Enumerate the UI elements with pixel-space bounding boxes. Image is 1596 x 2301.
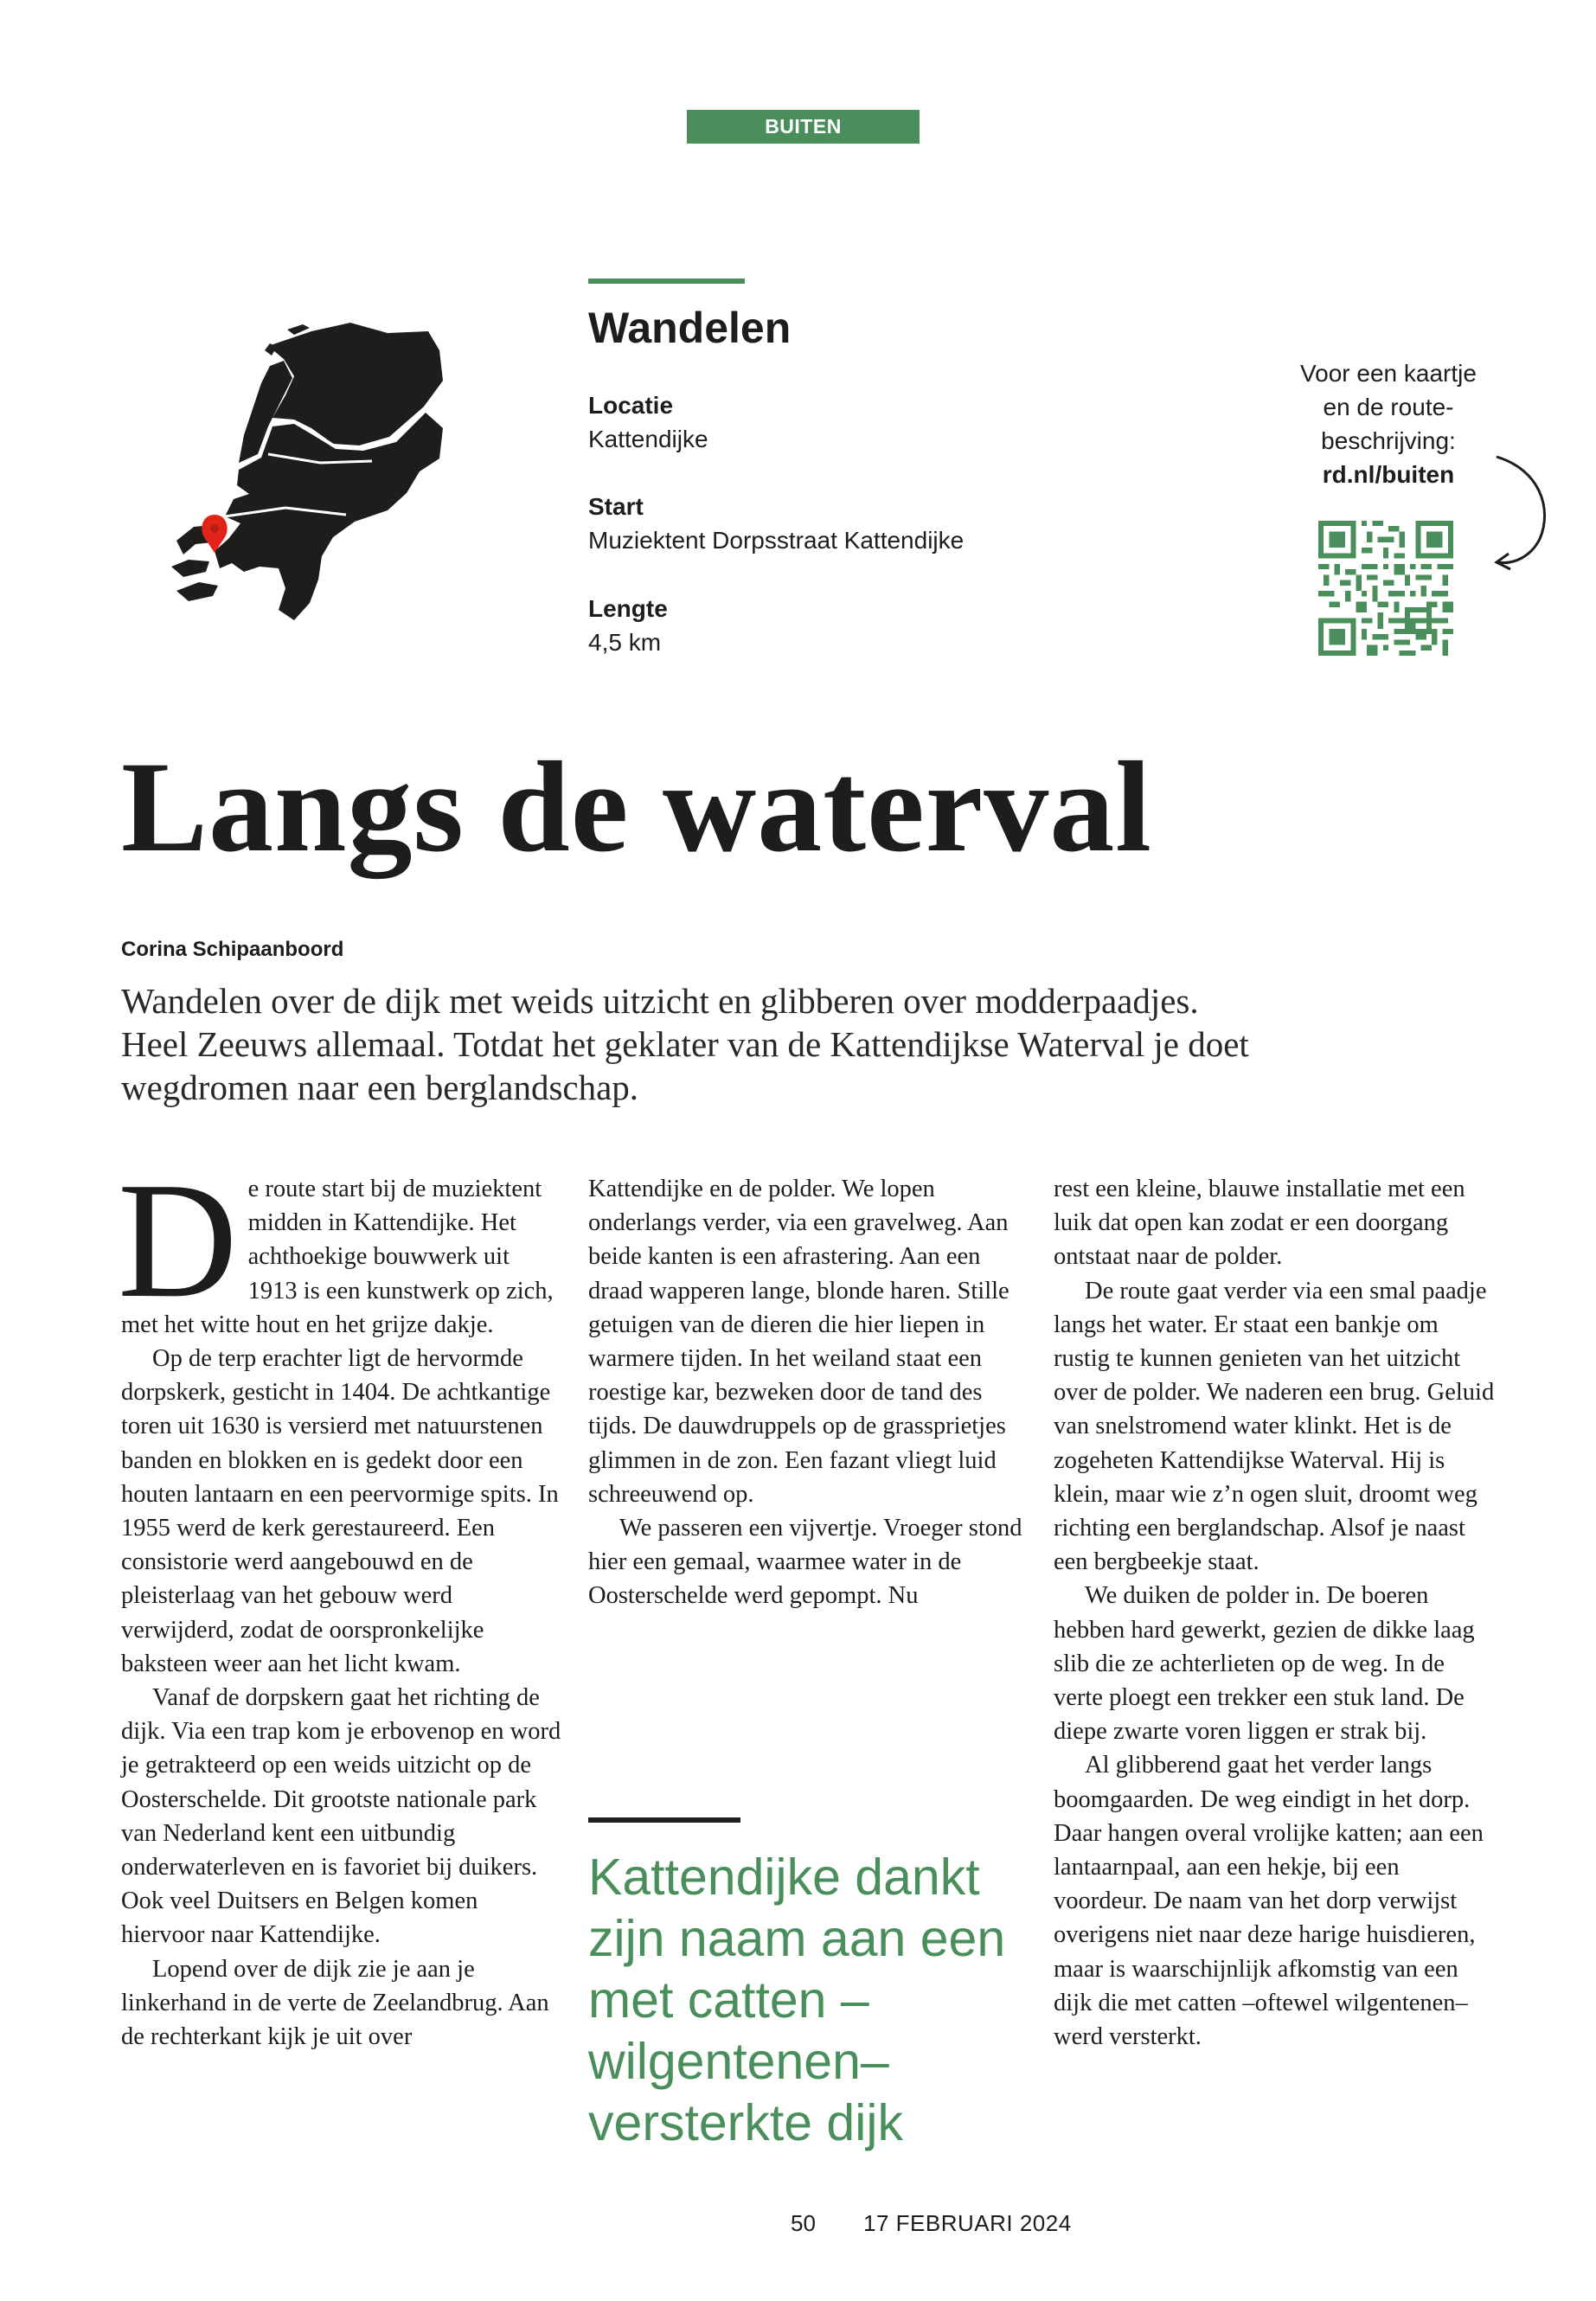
article-column-1: [118, 1148, 562, 2054]
qr-caption-line1: Voor een kaartje: [1300, 360, 1477, 387]
curved-arrow-icon: [1479, 448, 1566, 578]
start-value: Muziektent Dorpsstraat Kattendijke: [588, 527, 965, 554]
paragraph: rest een kleine, blauwe installatie met een luik dat open kan zodat er een doorgang ontstaat naar de polder.: [1054, 1176, 1465, 1271]
paragraph: Kattendijke en de polder. We lopen onderlangs verder, via een gravelweg. Aan beide kanten is een afrastering. Aan een draad wapperen lange, blonde haren. Stille getuigen van de dieren die hier liepen in warmere tijden. In het weiland staat een roestige kar, bezweken door de tand des tijds. De dauwdruppels op de grassprietjes glimmen in de zon. Een fazant vliegt luid schreeuwend op.: [588, 1176, 1010, 1508]
article-column-3: [1054, 1172, 1495, 2054]
length-label: Lengte: [588, 595, 668, 622]
paragraph: Lopend over de dijk zie je aan je linkerhand in de verte de Zeelandbrug. Aan de rechterkant kijk je uit over: [121, 1955, 549, 2051]
info-accent-rule: [588, 279, 745, 284]
article-intro: Wandelen over de dijk met weids uitzicht en glibberen over modderpaadjes. Heel Zeeuws allemaal. Totdat het geklater van de Kattendijkse Waterval je doet wegdromen naar een berglandschap.: [121, 981, 1249, 1107]
issue-date: 17 FEBRUARI 2024: [863, 2210, 1072, 2236]
qr-caption-line3: beschrijving:: [1321, 427, 1456, 454]
section-badge: BUITEN: [687, 110, 920, 144]
qr-code[interactable]: [1318, 521, 1453, 656]
start-label: Start: [588, 493, 644, 520]
paragraph: Al glibberend gaat het verder langs boomgaarden. De weg eindigt in het dorp. Daar hangen overal vrolijke katten; aan een lantaarnpaal, aan een hekje, bij een voordeur. De naam van het dorp verwijst overigens niet naar deze harige huisdieren, maar is waarschijnlijk afkomstig van een dijk die met catten –oftewel wilgentenen– werd versterkt.: [1054, 1752, 1484, 2051]
drop-cap: D: [118, 1148, 238, 1332]
location-label: Locatie: [588, 392, 674, 419]
qr-url-link[interactable]: rd.nl/buiten: [1322, 461, 1455, 488]
paragraph: e route start bij de muziektent midden in Kattendijke. Het achthoekige bouwwerk uit 1913 is een kunstwerk op zich, met het witte hout en het grijze dakje.: [121, 1176, 554, 1338]
paragraph: We passeren een vijvertje. Vroeger stond hier een gemaal, waarmee water in de Oosterschelde werd gepompt. Nu: [588, 1515, 1022, 1610]
article-headline: Langs de waterval: [121, 735, 1152, 879]
qr-caption-line2: en de route-: [1323, 394, 1454, 420]
paragraph: Op de terp erachter ligt de hervormde dorpskerk, gesticht in 1404. De achtkantige toren uit 1630 is versierd met natuurstenen banden en blokken en is gedekt door een houten lantaarn en een peervormige spits. In 1955 werd de kerk gerestaureerd. Een consistorie werd aangebouwd en de pleisterlaag van het gebouw werd verwijderd, zodat de oorspronkelijke baksteen weer aan het licht kwam.: [121, 1345, 559, 1677]
page-number: 50: [791, 2210, 816, 2236]
paragraph: Vanaf de dorpskern gaat het richting de dijk. Via een trap kom je erbovenop en word je getrakteerd op een weids uitzicht op de Oosterschelde. Dit grootste nationale park van Nederland kent een uitbundig onderwaterleven en is favoriet bij duikers. Ook veel Duitsers en Belgen komen hiervoor naar Kattendijke.: [121, 1684, 561, 1949]
length-value: 4,5 km: [588, 629, 662, 656]
paragraph: De route gaat verder via een smal paadje langs het water. Er staat een bankje om rustig te kunnen genieten van het uitzicht over de polder. We naderen een brug. Geluid van snelstromend water klinkt. Het is de zogeheten Kattendijkse Waterval. Hij is klein, maar wie z’n ogen sluit, droomt weg richting een berglandschap. Alsof je naast een bergbeekje staat.: [1054, 1277, 1495, 1576]
article-column-2: [588, 1172, 1029, 1613]
netherlands-map: [164, 316, 450, 636]
info-title: Wandelen: [588, 304, 792, 352]
author-byline: Corina Schipaanboord: [121, 938, 344, 961]
location-value: Kattendijke: [588, 426, 708, 452]
pull-quote: Kattendijke dankt zijn naam aan een met catten –wilgentenen– versterkte dijk: [588, 1849, 1006, 2151]
paragraph: We duiken de polder in. De boeren hebben hard gewerkt, gezien de dikke laag slib die ze achterlieten op de weg. In de verte ploegt een trekker een stuk land. De diepe zwarte voren liggen er strak bij.: [1054, 1582, 1475, 1746]
map-land: [171, 323, 443, 620]
pull-quote-rule: [588, 1817, 740, 1823]
